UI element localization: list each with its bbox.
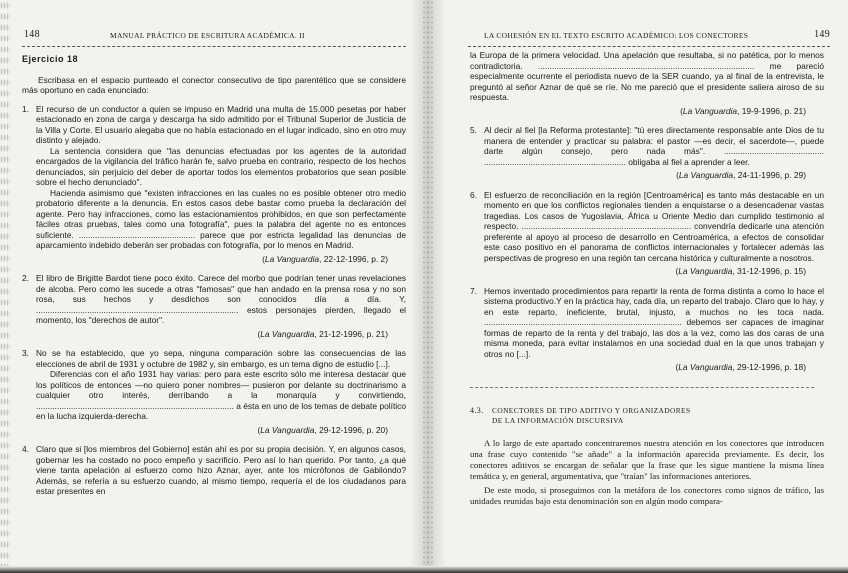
citation-date: , 31-12-1996, p. 15) [732, 266, 806, 276]
right-head-rule [468, 46, 830, 47]
continued-paragraph: la Europa de la primera velocidad. Una apelación que resultaba, si no patética, por lo menos contradictoria. ............................................................................................. me pareció especialmente ocurrente el periodista nuevo de la SER cuando, ya al final de la entrevista, le preguntó al señor Aznar de qué se ríe. No me pareció que el presidente saliera airoso de su respuesta. [470, 50, 824, 102]
continued-item-4 [470, 50, 824, 116]
item-number: 2. [22, 273, 29, 283]
item-paragraph: No se ha establecido, que yo sepa, ninguna comparación sobre las consecuencias de las elecciones de abril de 1931 y octubre de 1982 y, sin embargo, es un tema digno de estudio [...]. [36, 348, 406, 369]
section-title-line-1: CONECTORES DE TIPO ADITIVO Y ORGANIZADORES [492, 405, 691, 415]
citation-source: La Vanguardia [260, 424, 315, 435]
item-paragraph: Claro que si [los miembros del Gobierno] están ahí es por su propia decisión. Y, en algunos casos, gobernar les ha costado no poco empeño y sacrificio. Pero así lo han querido. Por tanto, ¿a qué viene tanta apelación al esfuerzo como hizo Aznar, ayer, ante los micrófonos de Gabilondo? Además, se refería a su esfuerzo cuando, al mismo tiempo, requería el de los ciudadanos para estar presentes en [36, 444, 406, 496]
page-edge-left [0, 0, 10, 573]
citation-source: La Vanguardia [682, 105, 738, 116]
citation-source: La Vanguardia [264, 253, 320, 264]
right-content [470, 50, 824, 510]
citation-date: , 24-11-1996, p. 29) [733, 170, 806, 180]
section-title-line-2: DE LA INFORMACIÓN DISCURSIVA [492, 415, 624, 425]
citation-date: , 29-12-1996, p. 20) [314, 424, 388, 435]
body-paragraph: A lo largo de este apartado concentraremos nuestra atención en los conectores que introducen una frase cuyo contenido "se añade" a la información aparecida previamente. Es decir, los conectores aditivos se encargan de señalar que la frase que les sigue mantiene la misma línea temática y, en general, argumentativa, que "traían" las informaciones anteriores. [470, 437, 824, 481]
item-paragraph: Hacienda asimismo que "existen infracciones en las cuales no es posible obtener otro medio probatorio diferente a la denuncia. En estos casos debe bastar como prueba la declaración del agente. Pero hay infracciones, como las estacionamientos prohibidos, en que son perfectamente fáciles otras pruebas, tales como una fotografía", pues la palabra del agente no es entonces suficiente. .................................................. parece que por estricta legalidad las denuncias de aparcamiento indebido deberán ser probadas con fotografía, por lo menos en Madrid. [36, 187, 406, 250]
section-heading [470, 406, 824, 426]
section-number: 4.3. [470, 405, 484, 415]
exercise-end-rule [470, 387, 814, 388]
exercise-intro: Escribasa en el espacio punteado el conector consecutivo de tipo parentético que se considere más oportuno en cada enunciado: [22, 74, 406, 95]
citation-date: , 22-12-1996, p. 2) [319, 253, 388, 264]
item-number: 1. [22, 103, 29, 114]
citation-source: La Vanguardia [678, 266, 733, 276]
left-page-number: 148 [24, 29, 40, 40]
section-body [470, 438, 824, 507]
citation-date: , 19-9-1996, p. 21) [737, 105, 806, 116]
exercise-item-2 [22, 273, 406, 339]
item-paragraph: El recurso de un conductor a quien se impuso en Madrid una multa de 15.000 pesetas por haber estacionado en zona de carga y descarga ha sido admitido por el Tribunal Superior de Justicia de la Villa y Corte. El usuario alegaba que no había estacionado en el lugar indicado, sino en otro muy distinto y alejado. [36, 103, 406, 145]
item-paragraph: Hemos inventado procedimientos para repartir la renta de forma distinta a como lo hace el sistema productivo.Y en la práctica hay, cada día, un reparto del trabajo. Claro que lo hay, y en este reparto, ineficiente, brutal, injusto, a muchos no les toca nada. ..................................................................................... debemos ser capaces de imaginar formas de reparto de la renta y del trabajo, las dos a la vez, como las dos caras de una misma moneda, para evitar instalarnos en una sociedad dual en la que unos trabajan y otros no [...]. [484, 285, 824, 359]
item-paragraph: Diferencias con el año 1931 hay varias: pero para este escrito sólo me interesa destacar que los políticos de entonces —no quiero poner nombres— pusieron por delante su doctrinarismo a cualquier otro interés, derribando a la monarquía y convirtiendo, ..................................................................................... a ésta en uno de los temas de debate político en la lucha izquierda-derecha. [36, 369, 406, 421]
item-paragraph: El libro de Brigitte Bardot tiene poco éxito. Carece del morbo que podrían tener unas revelaciones de alcoba. Pero como les sucede a otras "famosas" que han andado en la prensa rosa y no son rosa, sus hechos y desdichos son conocidos día a día. Y, ....................................................................................... estos personajes pierden, llegado el momento, los "derechos de autor". [36, 273, 406, 325]
exercise-title: Ejercicio 18 [22, 54, 79, 64]
citation-source: La Vanguardia [260, 328, 315, 339]
item-citation: (La Vanguardia, 24-11-1996, p. 29) [676, 170, 806, 180]
citation-source: La Vanguardia [678, 362, 733, 372]
left-content [22, 52, 406, 506]
item-number: 6. [470, 189, 477, 200]
citation-source: La Vanguardia [678, 170, 734, 180]
left-running-title: MANUAL PRÁCTICO DE ESCRITURA ACADÉMICA. II [110, 31, 305, 40]
right-page [458, 0, 830, 573]
item-citation: (La Vanguardia, 21-12-1996, p. 21) [257, 328, 388, 339]
item-paragraph: Al decir al fiel [la Reforma protestante]: "tú eres directamente responsable ante Dios de tu manera de entender y practicar su palabra: el pastor —es decir, el sacerdote—, puede darte algún consejo, pero nada más". ........................................... ............................................................. obligaba al fiel a aprender a leer. [484, 125, 824, 167]
right-running-head [458, 30, 830, 44]
item-paragraph: El esfuerzo de reconciliación en la región [Centroamérica] es tanto más destacable en un momento en que los conflictos regionales tienden a enquistarse o a desencadenar vastas tragedias. Los casos de Yugoslavia, África u Oriente Medio dan cumplido testimonio al respecto. ......................................................................... convendría dedicarle una atención preferente al apoyo al proceso de desarrollo en Centroamérica, a efectos de consolidar este caso positivo en el panorama de conflictos internacionales y fortalecer además las perspectivas de progreso en una región tan cercana histórica y culturalmente a nosotros. [484, 189, 824, 263]
left-page [14, 0, 406, 573]
item-number: 4. [22, 444, 29, 454]
exercise-item-4 [22, 444, 406, 497]
item-citation: (La Vanguardia, 19-9-1996, p. 21) [680, 105, 806, 116]
item-citation: (La Vanguardia, 29-12-1996, p. 18) [675, 362, 806, 372]
exercise-item-3 [22, 348, 406, 435]
scan-bottom-edge [0, 566, 848, 573]
right-page-number: 149 [814, 29, 830, 40]
citation-date: , 29-12-1996, p. 18) [732, 362, 806, 372]
body-paragraph: De este modo, si proseguimos con la metáfora de los conectores como signos de tráfico, las unidades reunidas bajo esta denominación son en algún modo compara- [470, 484, 824, 506]
item-number: 3. [22, 348, 29, 358]
item-number: 7. [470, 285, 477, 296]
item-citation: (La Vanguardia, 31-12-1996, p. 15) [675, 266, 806, 276]
item-paragraph: La sentencia considera que "las denuncias efectuadas por los agentes de la autoridad encargados de la vigilancia del tráfico harán fe, salvo prueba en contrario, respecto de los hechos denunciados, sin perjuicio del deber de aportar todos los elementos probatorios que sean posible sobre el hecho denunciado". [36, 145, 406, 187]
left-running-head [14, 30, 406, 44]
left-head-rule [22, 46, 406, 47]
exercise-item-7 [470, 286, 824, 373]
citation-date: , 21-12-1996, p. 21) [314, 328, 388, 339]
exercise-item-6 [470, 190, 824, 277]
item-citation: (La Vanguardia, 22-12-1996, p. 2) [262, 253, 388, 264]
exercise-item-5 [470, 125, 824, 181]
exercise-item-1 [22, 104, 406, 265]
item-citation: (La Vanguardia, 29-12-1996, p. 20) [257, 424, 388, 435]
right-running-title: LA COHESIÓN EN EL TEXTO ESCRITO ACADÉMICO: LOS CONECTORES [484, 31, 749, 40]
gutter-scan-noise [422, 0, 434, 573]
item-number: 5. [470, 125, 477, 135]
